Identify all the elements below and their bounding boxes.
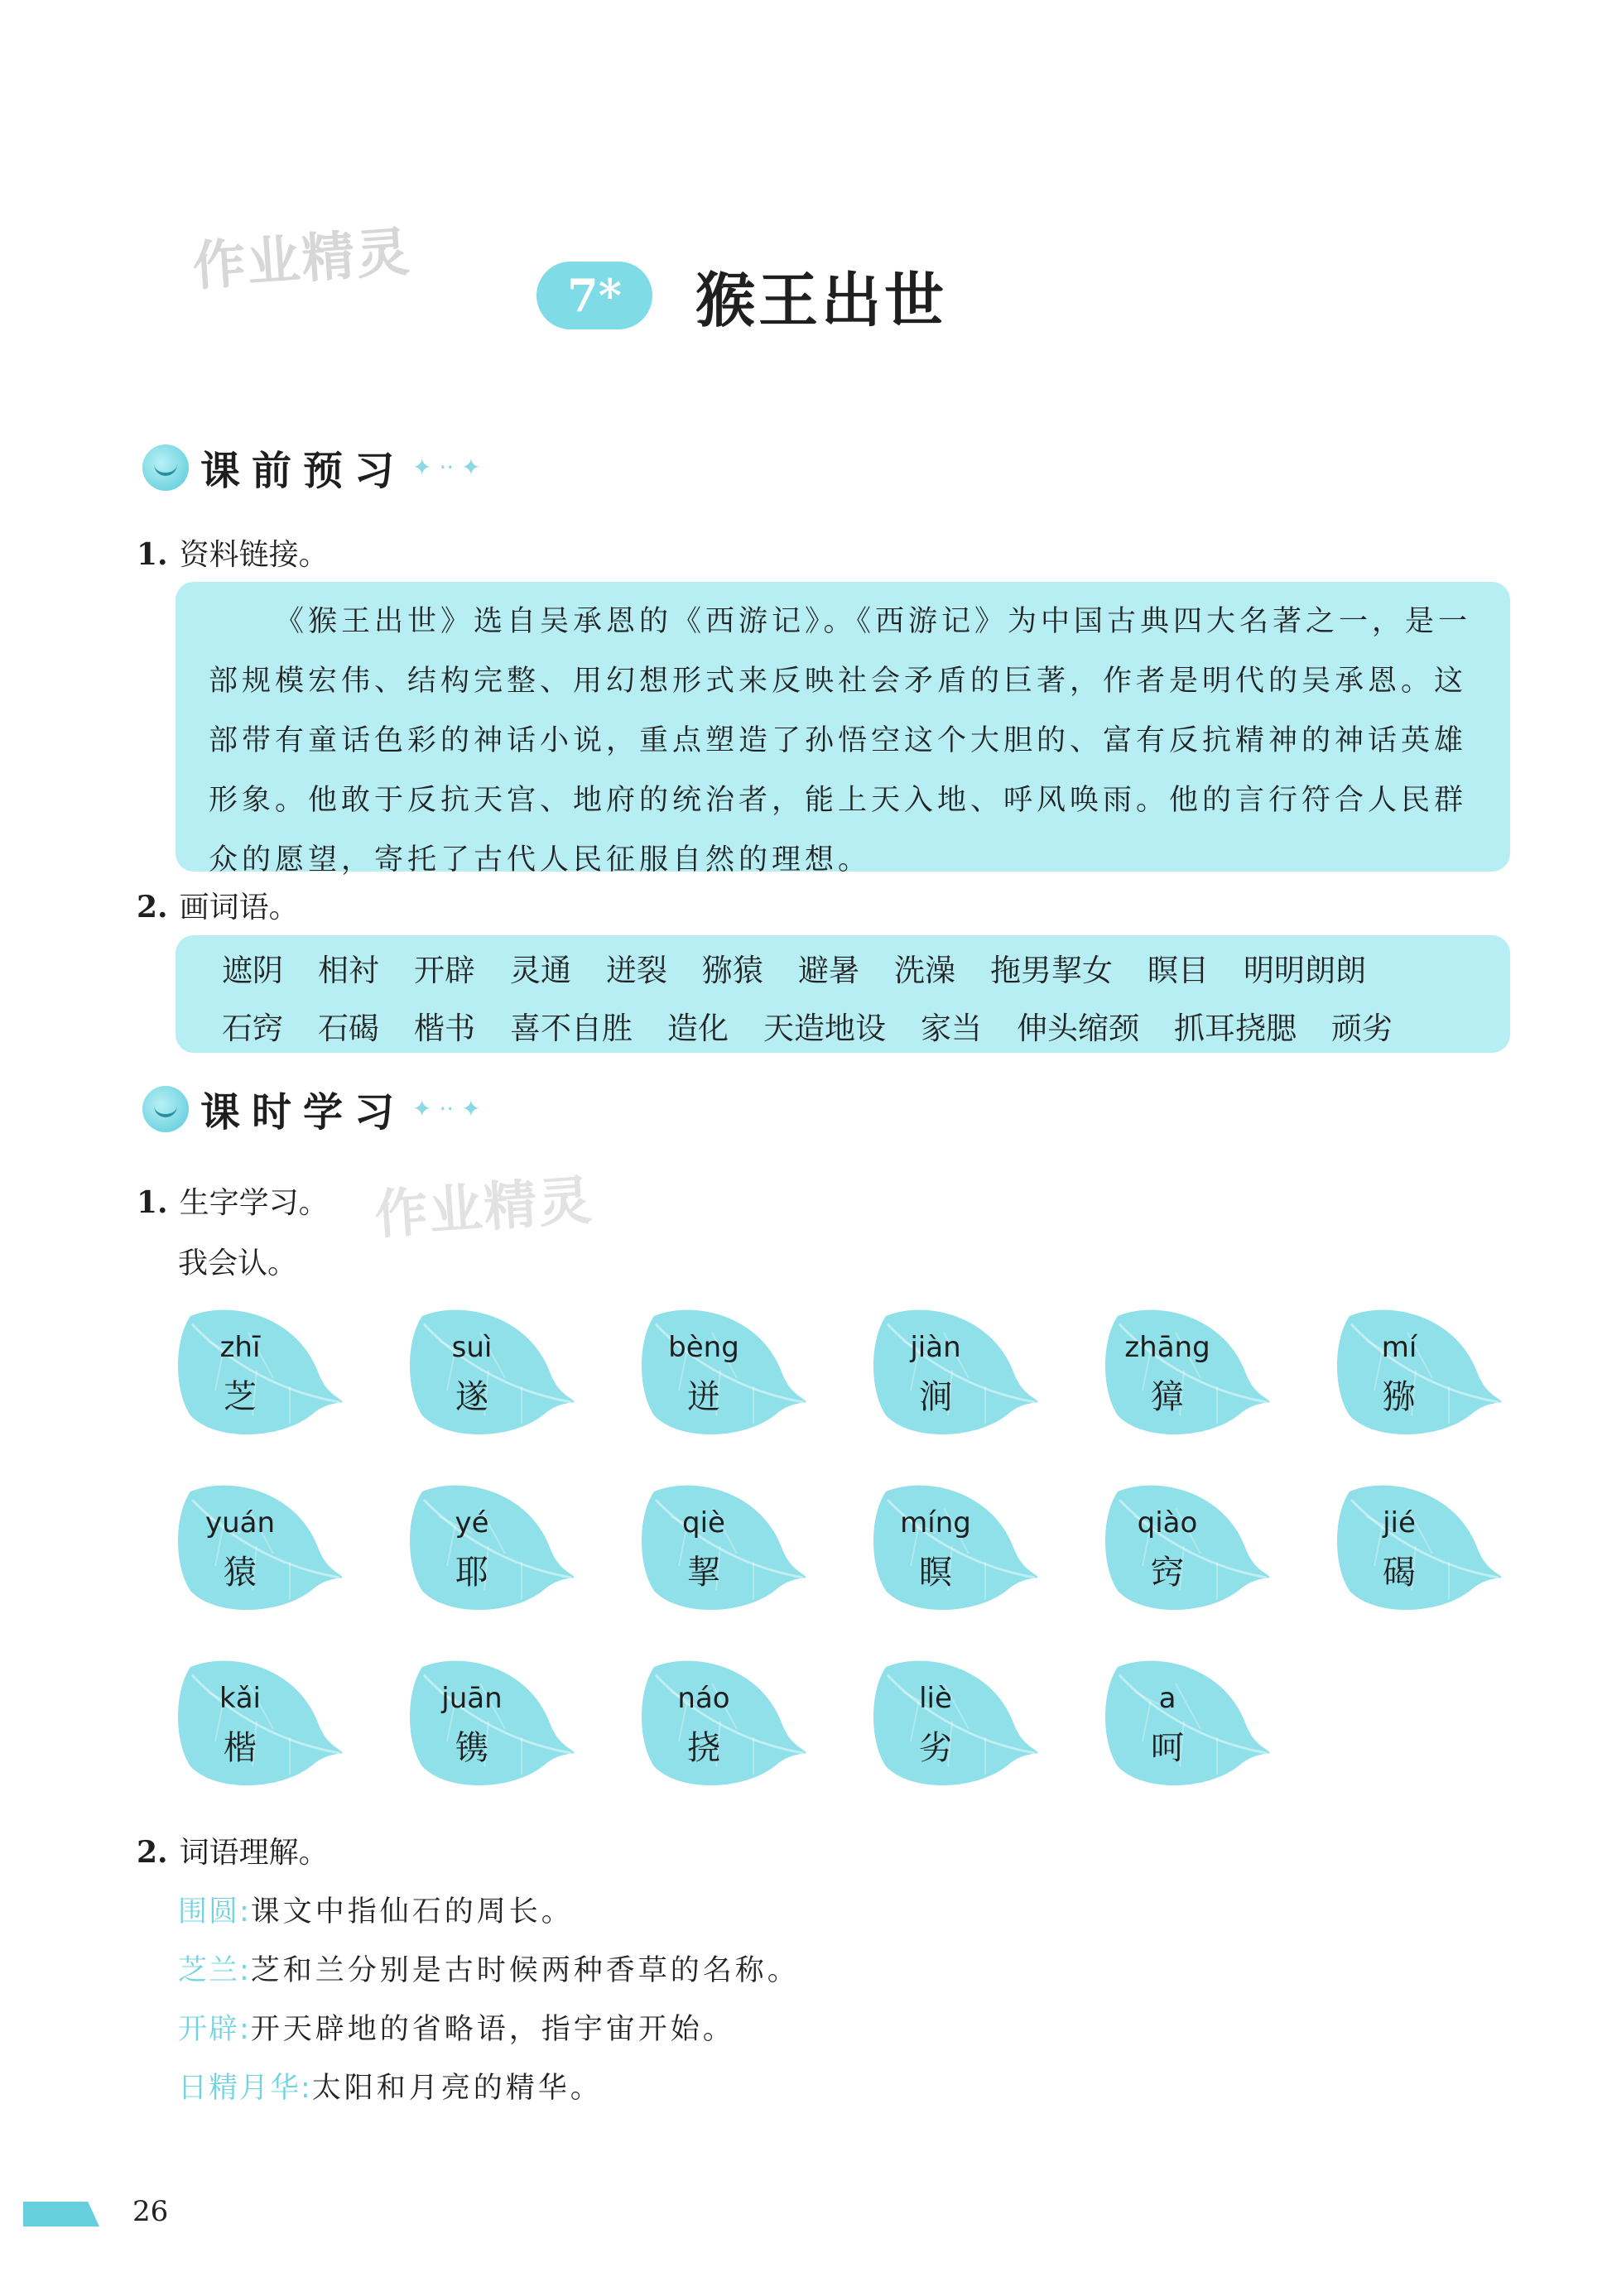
question-text: 生字学习。 <box>179 1186 329 1220</box>
lesson-number-badge: 7* <box>536 262 652 329</box>
vocabulary-word: 造化 <box>667 1011 729 1046</box>
vocabulary-word: 洗澡 <box>894 953 955 988</box>
character: 劣 <box>919 1729 952 1767</box>
character-leaf <box>1101 1475 1271 1617</box>
watermark: 作业精灵 <box>190 221 413 299</box>
question-title <box>137 884 299 926</box>
character-leaf <box>1101 1299 1271 1442</box>
character-leaf <box>869 1650 1039 1793</box>
pinyin: bèng <box>668 1331 739 1364</box>
character-leaf <box>638 1475 807 1617</box>
character: 呵 <box>1151 1729 1184 1767</box>
vocabulary-word: 顽劣 <box>1331 1011 1393 1046</box>
definition-text: 开天辟地的省略语，指宇宙开始。 <box>250 2013 735 2046</box>
character: 猿 <box>224 1554 257 1592</box>
sub-label: 我会认。 <box>178 1246 298 1280</box>
character: 獐 <box>1151 1378 1184 1416</box>
vocabulary-word: 瞑目 <box>1148 953 1209 988</box>
definition-line <box>178 2006 735 2048</box>
smiley-bubble-icon <box>142 444 189 491</box>
section-label: 课前预习 <box>200 448 407 494</box>
character: 迸 <box>687 1378 720 1416</box>
pinyin: zhī <box>219 1331 261 1364</box>
pinyin: yuán <box>204 1506 276 1539</box>
definition-line <box>178 1889 574 1930</box>
character-leaf <box>869 1299 1039 1442</box>
pinyin: qiào <box>1137 1506 1198 1539</box>
page-number: 26 <box>132 2195 169 2228</box>
vocabulary-word: 猕猿 <box>702 953 763 988</box>
definition-term: 芝兰: <box>178 1954 251 1987</box>
pinyin: liè <box>919 1682 952 1715</box>
character-leaf <box>174 1475 344 1617</box>
character-leaf <box>638 1650 807 1793</box>
character: 挈 <box>687 1554 720 1592</box>
watermark: 作业精灵 <box>373 1170 595 1247</box>
lesson-name: 猴王出世 <box>695 265 948 335</box>
character-leaf <box>638 1299 807 1442</box>
vocabulary-word: 楷书 <box>414 1011 475 1046</box>
character: 窍 <box>1151 1554 1184 1592</box>
vocabulary-word: 避暑 <box>798 953 859 988</box>
vocabulary-word: 遮阴 <box>222 953 283 988</box>
pinyin: mí <box>1381 1331 1417 1364</box>
vocabulary-word: 迸裂 <box>606 953 667 988</box>
pinyin: jié <box>1383 1506 1416 1539</box>
question-title <box>137 1829 329 1871</box>
pinyin: jiàn <box>910 1331 961 1364</box>
character: 碣 <box>1383 1554 1416 1592</box>
section-header-study <box>142 1080 481 1137</box>
character: 镌 <box>455 1729 488 1767</box>
pinyin: suì <box>451 1331 493 1364</box>
vocabulary-word: 石碣 <box>318 1011 379 1046</box>
vocabulary-word: 拖男挈女 <box>990 953 1113 988</box>
pinyin: juān <box>441 1682 503 1715</box>
question-number: 2. <box>137 890 168 925</box>
smiley-bubble-icon <box>142 1086 189 1132</box>
character-leaf <box>1333 1299 1503 1442</box>
question-title <box>137 531 329 574</box>
character: 遂 <box>455 1378 488 1416</box>
vocabulary-word: 石窍 <box>222 1011 283 1046</box>
pinyin: yé <box>455 1506 489 1539</box>
sparkle-icon: ✦ ·· ✦ <box>412 1095 481 1122</box>
vocabulary-row <box>222 939 1510 997</box>
vocabulary-word: 相衬 <box>318 953 379 988</box>
vocabulary-word: 喜不自胜 <box>510 1011 633 1046</box>
section-header-preview <box>142 439 481 496</box>
sparkle-icon: ✦ ·· ✦ <box>412 454 481 481</box>
character: 挠 <box>687 1729 720 1767</box>
character-leaf <box>174 1299 344 1442</box>
section-label: 课时学习 <box>200 1089 407 1136</box>
character: 芝 <box>224 1378 257 1416</box>
character-leaf <box>406 1299 575 1442</box>
character: 涧 <box>919 1378 952 1416</box>
question-number: 2. <box>137 1835 168 1870</box>
vocabulary-word: 天造地设 <box>763 1011 886 1046</box>
question-text: 画词语。 <box>179 891 299 925</box>
character-leaf <box>1101 1650 1271 1793</box>
character: 耶 <box>455 1554 488 1592</box>
vocabulary-word: 灵通 <box>510 953 571 988</box>
character: 瞑 <box>919 1554 952 1592</box>
vocabulary-word: 明明朗朗 <box>1244 953 1366 988</box>
definition-text: 太阳和月亮的精华。 <box>311 2072 603 2105</box>
pinyin: náo <box>677 1682 730 1715</box>
info-paragraph: 《猴王出世》选自吴承恩的《西游记》。《西游记》为中国古典四大名著之一，是一部规模宏伟、结构完整、用幻想形式来反映社会矛盾的巨著，作者是明代的吴承恩。这部带有童话色彩的神话小说，重点塑造了孙悟空这个大胆的、富有反抗精神的神话英雄形象。他敢于反抗天宫、地府的统治者，能上天入地、呼风唤雨。他的言行符合人民群众的愿望，寄托了古代人民征服自然的理想。 <box>209 605 1472 877</box>
pinyin: míng <box>900 1506 971 1539</box>
definition-line <box>178 1948 800 1989</box>
question-title <box>137 1179 329 1222</box>
question-text: 词语理解。 <box>179 1836 329 1870</box>
question-number: 1. <box>137 537 168 572</box>
question-text: 资料链接。 <box>179 538 329 572</box>
definition-term: 日精月华: <box>178 2072 312 2105</box>
character-leaf <box>869 1475 1039 1617</box>
character: 楷 <box>224 1729 257 1767</box>
definition-line <box>178 2065 603 2106</box>
vocabulary-word: 伸头缩颈 <box>1017 1011 1139 1046</box>
definition-term: 开辟: <box>178 2013 251 2046</box>
vocabulary-word: 抓耳挠腮 <box>1174 1011 1297 1046</box>
pinyin: qiè <box>682 1506 725 1539</box>
definition-term: 围圆: <box>178 1895 251 1929</box>
page-tab-marker <box>23 2202 99 2226</box>
pinyin: a <box>1158 1682 1176 1715</box>
vocabulary-word: 开辟 <box>414 953 475 988</box>
pinyin: kǎi <box>219 1682 261 1715</box>
vocabulary-box <box>176 935 1510 1053</box>
character-leaf <box>1333 1475 1503 1617</box>
vocabulary-word: 家当 <box>921 1011 982 1046</box>
definition-text: 芝和兰分别是古时候两种香草的名称。 <box>250 1954 800 1987</box>
character-leaf <box>174 1650 344 1793</box>
info-box <box>176 582 1510 877</box>
question-number: 1. <box>137 1185 168 1220</box>
pinyin: zhāng <box>1124 1331 1210 1364</box>
character-leaf <box>406 1475 575 1617</box>
character-leaf <box>406 1650 575 1793</box>
vocabulary-row <box>222 997 1510 1054</box>
definition-text: 课文中指仙石的周长。 <box>250 1895 574 1929</box>
lesson-title <box>536 252 947 339</box>
character: 猕 <box>1383 1378 1416 1416</box>
